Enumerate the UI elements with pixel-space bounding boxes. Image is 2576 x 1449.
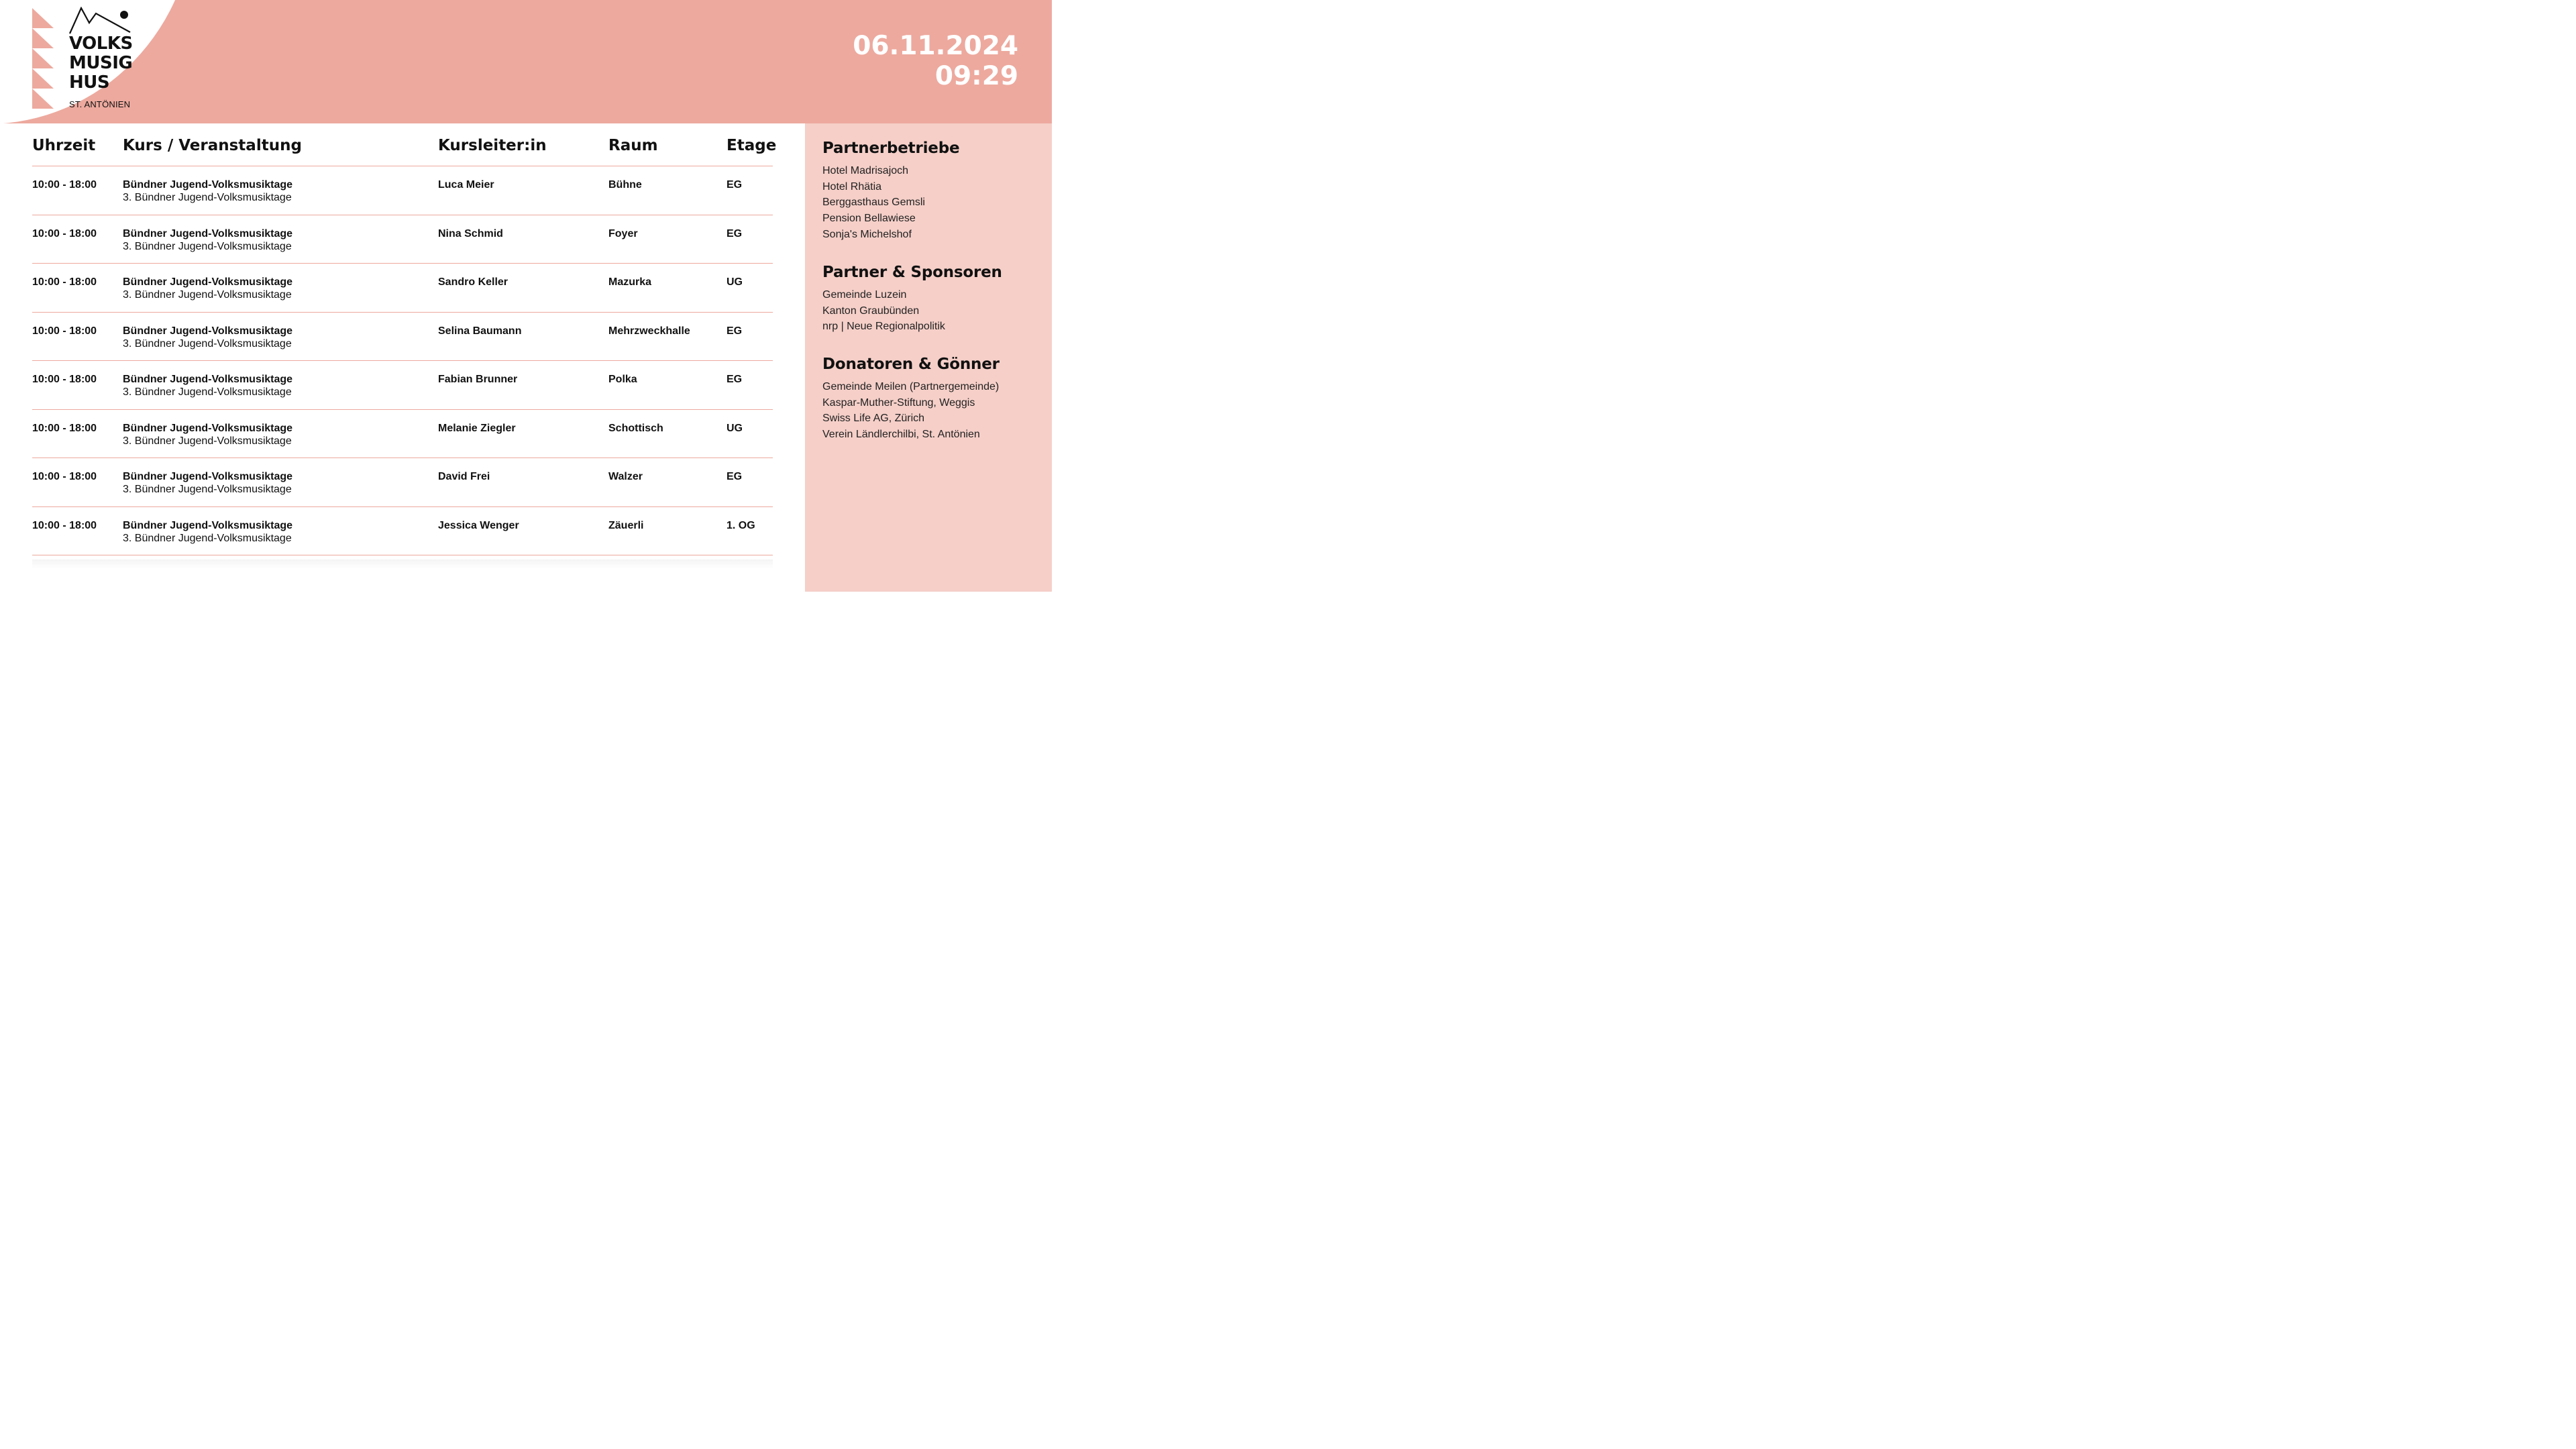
column-header-time: Uhrzeit: [32, 137, 96, 154]
row-course-subtitle: 3. Bündner Jugend-Volksmusiktage: [123, 484, 292, 495]
row-room: Bühne: [608, 179, 642, 191]
mountain-sun-icon: [69, 7, 136, 36]
table-row: [32, 458, 773, 507]
row-floor: UG: [727, 422, 743, 434]
row-course-subtitle: 3. Bündner Jugend-Volksmusiktage: [123, 386, 292, 398]
row-time: 10:00 - 18:00: [32, 276, 97, 288]
list-item: Berggasthaus Gemsli: [822, 197, 925, 209]
row-course: Bündner Jugend-Volksmusiktage: [123, 519, 293, 531]
table-row: [32, 215, 773, 264]
section-title: Partner & Sponsoren: [822, 264, 1002, 281]
row-room: Mehrzweckhalle: [608, 325, 690, 337]
list-item: Kanton Graubünden: [822, 305, 920, 317]
row-room: Polka: [608, 374, 637, 385]
row-room: Foyer: [608, 227, 638, 239]
row-course-subtitle: 3. Bündner Jugend-Volksmusiktage: [123, 532, 292, 544]
column-header-course: Kurs / Veranstaltung: [123, 137, 302, 154]
row-course-subtitle: 3. Bündner Jugend-Volksmusiktage: [123, 240, 292, 252]
sponsor-sidebar: [805, 123, 1052, 592]
row-time: 10:00 - 18:00: [32, 374, 97, 385]
current-time: 09:29: [934, 61, 1018, 91]
row-floor: UG: [727, 276, 743, 288]
row-leader: Sandro Keller: [438, 276, 508, 288]
row-course: Bündner Jugend-Volksmusiktage: [123, 179, 293, 191]
table-footer-shadow: [32, 559, 773, 569]
list-item: Kaspar-Muther-Stiftung, Weggis: [822, 396, 975, 409]
row-course-subtitle: 3. Bündner Jugend-Volksmusiktage: [123, 289, 292, 301]
list-item: Sonja's Michelshof: [822, 228, 912, 240]
row-floor: EG: [727, 471, 743, 482]
section-title: Partnerbetriebe: [822, 140, 960, 157]
table-row: [32, 166, 773, 215]
row-time: 10:00 - 18:00: [32, 325, 97, 337]
row-leader: Selina Baumann: [438, 325, 522, 337]
row-floor: 1. OG: [727, 519, 755, 531]
row-floor: EG: [727, 374, 743, 385]
row-time: 10:00 - 18:00: [32, 422, 97, 434]
row-time: 10:00 - 18:00: [32, 179, 97, 191]
section-donatoren-goenner: [822, 356, 1000, 443]
table-row: [32, 361, 773, 410]
row-leader: Jessica Wenger: [438, 519, 519, 531]
row-floor: EG: [727, 227, 743, 239]
logo-line: HUS: [69, 72, 110, 93]
row-time: 10:00 - 18:00: [32, 471, 97, 482]
list-item: Swiss Life AG, Zürich: [822, 413, 925, 425]
row-leader: Luca Meier: [438, 179, 494, 191]
current-datetime: [853, 31, 1018, 91]
row-room: Mazurka: [608, 276, 652, 288]
table-row: [32, 264, 773, 313]
section-partner-sponsoren: [822, 264, 1002, 335]
row-floor: EG: [727, 179, 743, 191]
row-course: Bündner Jugend-Volksmusiktage: [123, 471, 293, 482]
logo-triangles-icon: [32, 8, 55, 110]
row-time: 10:00 - 18:00: [32, 227, 97, 239]
row-leader: David Frei: [438, 471, 490, 482]
column-header-room: Raum: [608, 137, 658, 154]
logo-wordmark: [69, 34, 133, 93]
row-leader: Melanie Ziegler: [438, 422, 516, 434]
row-floor: EG: [727, 325, 743, 337]
table-row: [32, 313, 773, 362]
logo-line: MUSIG: [69, 53, 133, 73]
list-item: nrp | Neue Regionalpolitik: [822, 321, 945, 333]
column-header-floor: Etage: [727, 137, 777, 154]
row-course: Bündner Jugend-Volksmusiktage: [123, 422, 293, 434]
row-room: Walzer: [608, 471, 643, 482]
row-course-subtitle: 3. Bündner Jugend-Volksmusiktage: [123, 192, 292, 203]
list-item: Pension Bellawiese: [822, 213, 916, 225]
partner-list: [822, 163, 959, 243]
sponsor-list: [822, 287, 1002, 335]
row-course-subtitle: 3. Bündner Jugend-Volksmusiktage: [123, 337, 292, 350]
row-course: Bündner Jugend-Volksmusiktage: [123, 276, 293, 288]
section-title: Donatoren & Gönner: [822, 356, 1000, 373]
row-course: Bündner Jugend-Volksmusiktage: [123, 227, 293, 239]
list-item: Hotel Rhätia: [822, 180, 882, 193]
logo-line: VOLKS: [69, 34, 133, 54]
list-item: Gemeinde Meilen (Partnergemeinde): [822, 381, 1000, 392]
row-room: Zäuerli: [608, 519, 644, 531]
table-row: [32, 507, 773, 556]
row-room: Schottisch: [608, 422, 663, 434]
row-course-subtitle: 3. Bündner Jugend-Volksmusiktage: [123, 435, 292, 447]
list-item: Hotel Madrisajoch: [822, 165, 909, 176]
row-leader: Nina Schmid: [438, 227, 503, 239]
donor-list: [822, 379, 1000, 443]
logo: [32, 7, 146, 114]
current-date: 06.11.2024: [853, 31, 1018, 61]
schedule-table: [32, 130, 777, 555]
row-time: 10:00 - 18:00: [32, 519, 97, 531]
column-header-leader: Kursleiter:in: [438, 137, 547, 154]
row-course: Bündner Jugend-Volksmusiktage: [123, 325, 293, 337]
table-header: [32, 130, 777, 166]
row-leader: Fabian Brunner: [438, 374, 518, 385]
row-course: Bündner Jugend-Volksmusiktage: [123, 374, 293, 385]
section-partnerbetriebe: [822, 140, 959, 243]
list-item: Gemeinde Luzein: [822, 289, 907, 301]
list-item: Verein Ländlerchilbi, St. Antönien: [822, 429, 980, 441]
table-row: [32, 410, 773, 459]
logo-subtitle: ST. ANTÖNIEN: [69, 99, 131, 109]
